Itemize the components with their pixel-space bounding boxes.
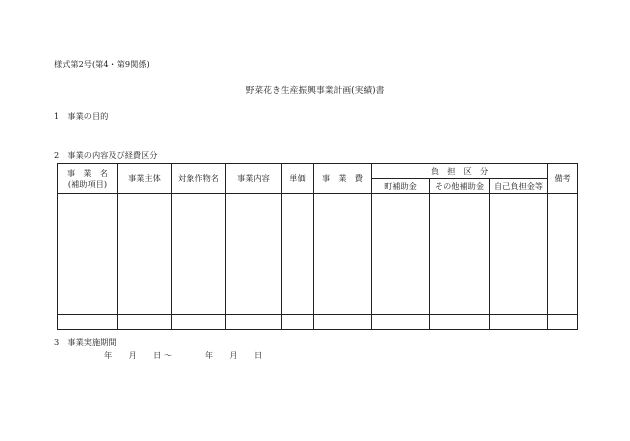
table-cell	[172, 194, 226, 315]
table-cell	[118, 314, 172, 329]
table-cell	[282, 314, 314, 329]
section-purpose-heading: 1 事業の目的	[54, 111, 109, 121]
table-cell	[172, 314, 226, 329]
table-cell	[548, 314, 578, 329]
section-period-heading: 3 事業実施期間	[54, 337, 117, 347]
header-other-subsidy: その他補助金	[430, 179, 490, 194]
table-total-row	[58, 314, 578, 329]
header-project-name	[58, 164, 118, 194]
table-cell	[548, 194, 578, 315]
table-cell	[372, 194, 430, 315]
header-burden-division: 負 担 区 分	[372, 164, 548, 179]
table-cell	[490, 314, 548, 329]
table-cell	[58, 194, 118, 315]
table-body-row	[58, 194, 578, 315]
table-cell	[282, 194, 314, 315]
period-date-line: 年 月 日 〜 年 月 日	[104, 350, 263, 360]
table-cell	[430, 314, 490, 329]
header-project-body: 事業主体	[118, 164, 172, 194]
table-cell	[226, 314, 282, 329]
header-remarks: 備考	[548, 164, 578, 194]
header-project-cost: 事 業 費	[314, 164, 372, 194]
table-cell	[372, 314, 430, 329]
table-cell	[430, 194, 490, 315]
table-cell	[118, 194, 172, 315]
table-cell	[226, 194, 282, 315]
plan-table	[57, 163, 578, 330]
document-title: 野菜花き生産振興事業計画(実績)書	[245, 86, 385, 96]
table-cell	[314, 194, 372, 315]
header-town-subsidy: 町補助金	[372, 179, 430, 194]
header-project-content: 事業内容	[226, 164, 282, 194]
header-project-name-label: 事 業 名	[67, 167, 108, 178]
table-cell	[490, 194, 548, 315]
table-cell	[58, 314, 118, 329]
header-unit-price: 単価	[282, 164, 314, 194]
table-header-row	[58, 164, 578, 179]
header-project-name-sub: (補助項目)	[67, 178, 108, 189]
header-self-burden: 自己負担金等	[490, 179, 548, 194]
form-number-label: 様式第2号(第4・第9関係)	[54, 59, 150, 69]
table-cell	[314, 314, 372, 329]
section-content-heading: 2 事業の内容及び経費区分	[54, 150, 158, 160]
header-target-crop: 対象作物名	[172, 164, 226, 194]
